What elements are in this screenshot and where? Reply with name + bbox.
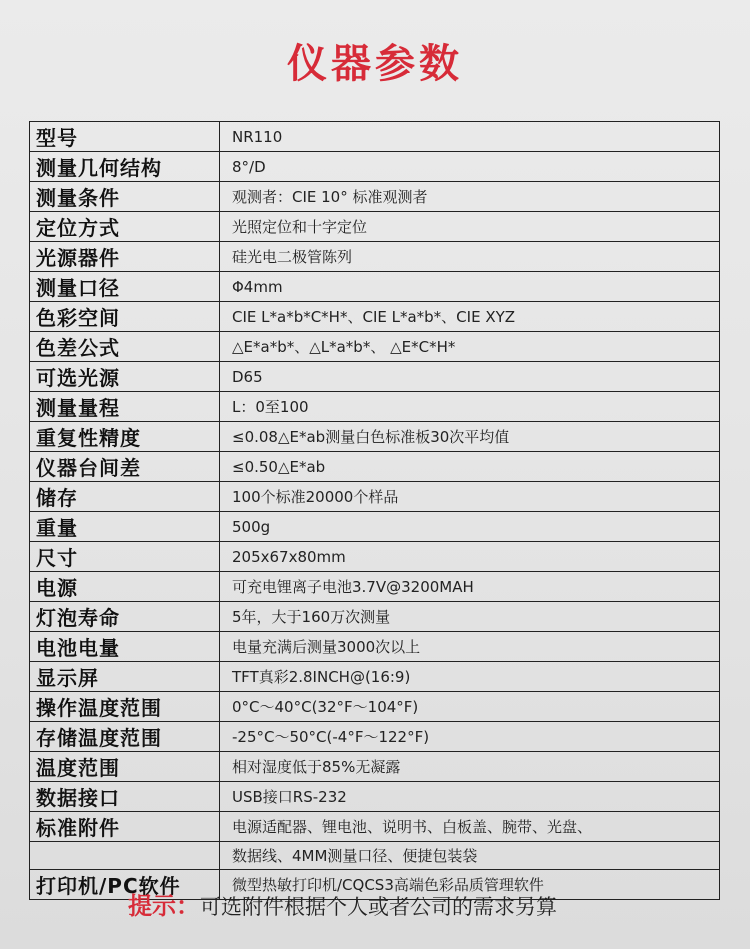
spec-value: Φ4mm xyxy=(220,272,720,302)
spec-row xyxy=(30,362,720,392)
spec-value: 电量充满后测量3000次以上 xyxy=(220,632,720,662)
spec-label: 尺寸 xyxy=(30,542,220,572)
tip-label: 提示： xyxy=(128,892,200,920)
spec-value: USB接口RS-232 xyxy=(220,782,720,812)
spec-label: 显示屏 xyxy=(30,662,220,692)
spec-row xyxy=(30,482,720,512)
spec-label: 定位方式 xyxy=(30,212,220,242)
spec-value: 可充电锂离子电池3.7V@3200MAH xyxy=(220,572,720,602)
spec-row xyxy=(30,542,720,572)
spec-row xyxy=(30,842,720,870)
spec-value: 硅光电二极管陈列 xyxy=(220,242,720,272)
spec-row xyxy=(30,182,720,212)
spec-label: 光源器件 xyxy=(30,242,220,272)
spec-value: CIE L*a*b*C*H*、CIE L*a*b*、CIE XYZ xyxy=(220,302,720,332)
spec-label: 灯泡寿命 xyxy=(30,602,220,632)
spec-value: TFT真彩2.8INCH@(16:9) xyxy=(220,662,720,692)
spec-value: L：0至100 xyxy=(220,392,720,422)
spec-label: 重量 xyxy=(30,512,220,542)
spec-row xyxy=(30,632,720,662)
spec-label: 色彩空间 xyxy=(30,302,220,332)
spec-row xyxy=(30,152,720,182)
spec-label: 型号 xyxy=(30,122,220,152)
spec-label: 可选光源 xyxy=(30,362,220,392)
spec-value: ≤0.08△E*ab测量白色标准板30次平均值 xyxy=(220,422,720,452)
spec-label: 打印机/PC软件 xyxy=(30,870,220,900)
spec-row xyxy=(30,812,720,842)
spec-value: 相对湿度低于85%无凝露 xyxy=(220,752,720,782)
spec-label: 仪器台间差 xyxy=(30,452,220,482)
spec-row xyxy=(30,332,720,362)
spec-value: 微型热敏打印机/CQCS3高端色彩品质管理软件 xyxy=(220,870,720,900)
spec-label: 电池电量 xyxy=(30,632,220,662)
spec-row xyxy=(30,722,720,752)
spec-row xyxy=(30,782,720,812)
spec-value: 8°/D xyxy=(220,152,720,182)
spec-row xyxy=(30,302,720,332)
spec-row xyxy=(30,692,720,722)
spec-value: -25°C～50°C(-4°F～122°F) xyxy=(220,722,720,752)
spec-table xyxy=(29,121,720,900)
spec-label xyxy=(30,842,220,870)
spec-value: 100个标准20000个样品 xyxy=(220,482,720,512)
spec-row xyxy=(30,662,720,692)
spec-value: 205x67x80mm xyxy=(220,542,720,572)
spec-value: 电源适配器、锂电池、说明书、白板盖、腕带、光盘、 xyxy=(220,812,720,842)
spec-label: 测量几何结构 xyxy=(30,152,220,182)
spec-label: 数据接口 xyxy=(30,782,220,812)
spec-row xyxy=(30,752,720,782)
spec-row xyxy=(30,272,720,302)
spec-label: 储存 xyxy=(30,482,220,512)
spec-value: 5年，大于160万次测量 xyxy=(220,602,720,632)
spec-label: 存储温度范围 xyxy=(30,722,220,752)
spec-label: 测量口径 xyxy=(30,272,220,302)
spec-row xyxy=(30,452,720,482)
spec-row xyxy=(30,212,720,242)
spec-row xyxy=(30,422,720,452)
spec-value: 0°C～40°C(32°F～104°F) xyxy=(220,692,720,722)
tip-note xyxy=(128,889,557,924)
spec-label: 温度范围 xyxy=(30,752,220,782)
spec-label: 电源 xyxy=(30,572,220,602)
spec-value: D65 xyxy=(220,362,720,392)
spec-label: 重复性精度 xyxy=(30,422,220,452)
spec-row xyxy=(30,512,720,542)
spec-value: △E*a*b*、△L*a*b*、 △E*C*H* xyxy=(220,332,720,362)
spec-label: 操作温度范围 xyxy=(30,692,220,722)
spec-value: NR110 xyxy=(220,122,720,152)
spec-label: 标准附件 xyxy=(30,812,220,842)
spec-row xyxy=(30,122,720,152)
page-title: 仪器参数 xyxy=(287,41,463,87)
spec-value: ≤0.50△E*ab xyxy=(220,452,720,482)
spec-value: 数据线、4MM测量口径、便捷包装袋 xyxy=(220,842,720,870)
spec-row xyxy=(30,242,720,272)
spec-value: 观测者：CIE 10° 标准观测者 xyxy=(220,182,720,212)
spec-label: 色差公式 xyxy=(30,332,220,362)
spec-row xyxy=(30,572,720,602)
spec-label: 测量量程 xyxy=(30,392,220,422)
spec-value: 光照定位和十字定位 xyxy=(220,212,720,242)
spec-row xyxy=(30,392,720,422)
spec-label: 测量条件 xyxy=(30,182,220,212)
spec-value: 500g xyxy=(220,512,720,542)
spec-table-body xyxy=(30,122,720,900)
spec-row xyxy=(30,602,720,632)
tip-text: 可选附件根据个人或者公司的需求另算 xyxy=(200,895,557,919)
